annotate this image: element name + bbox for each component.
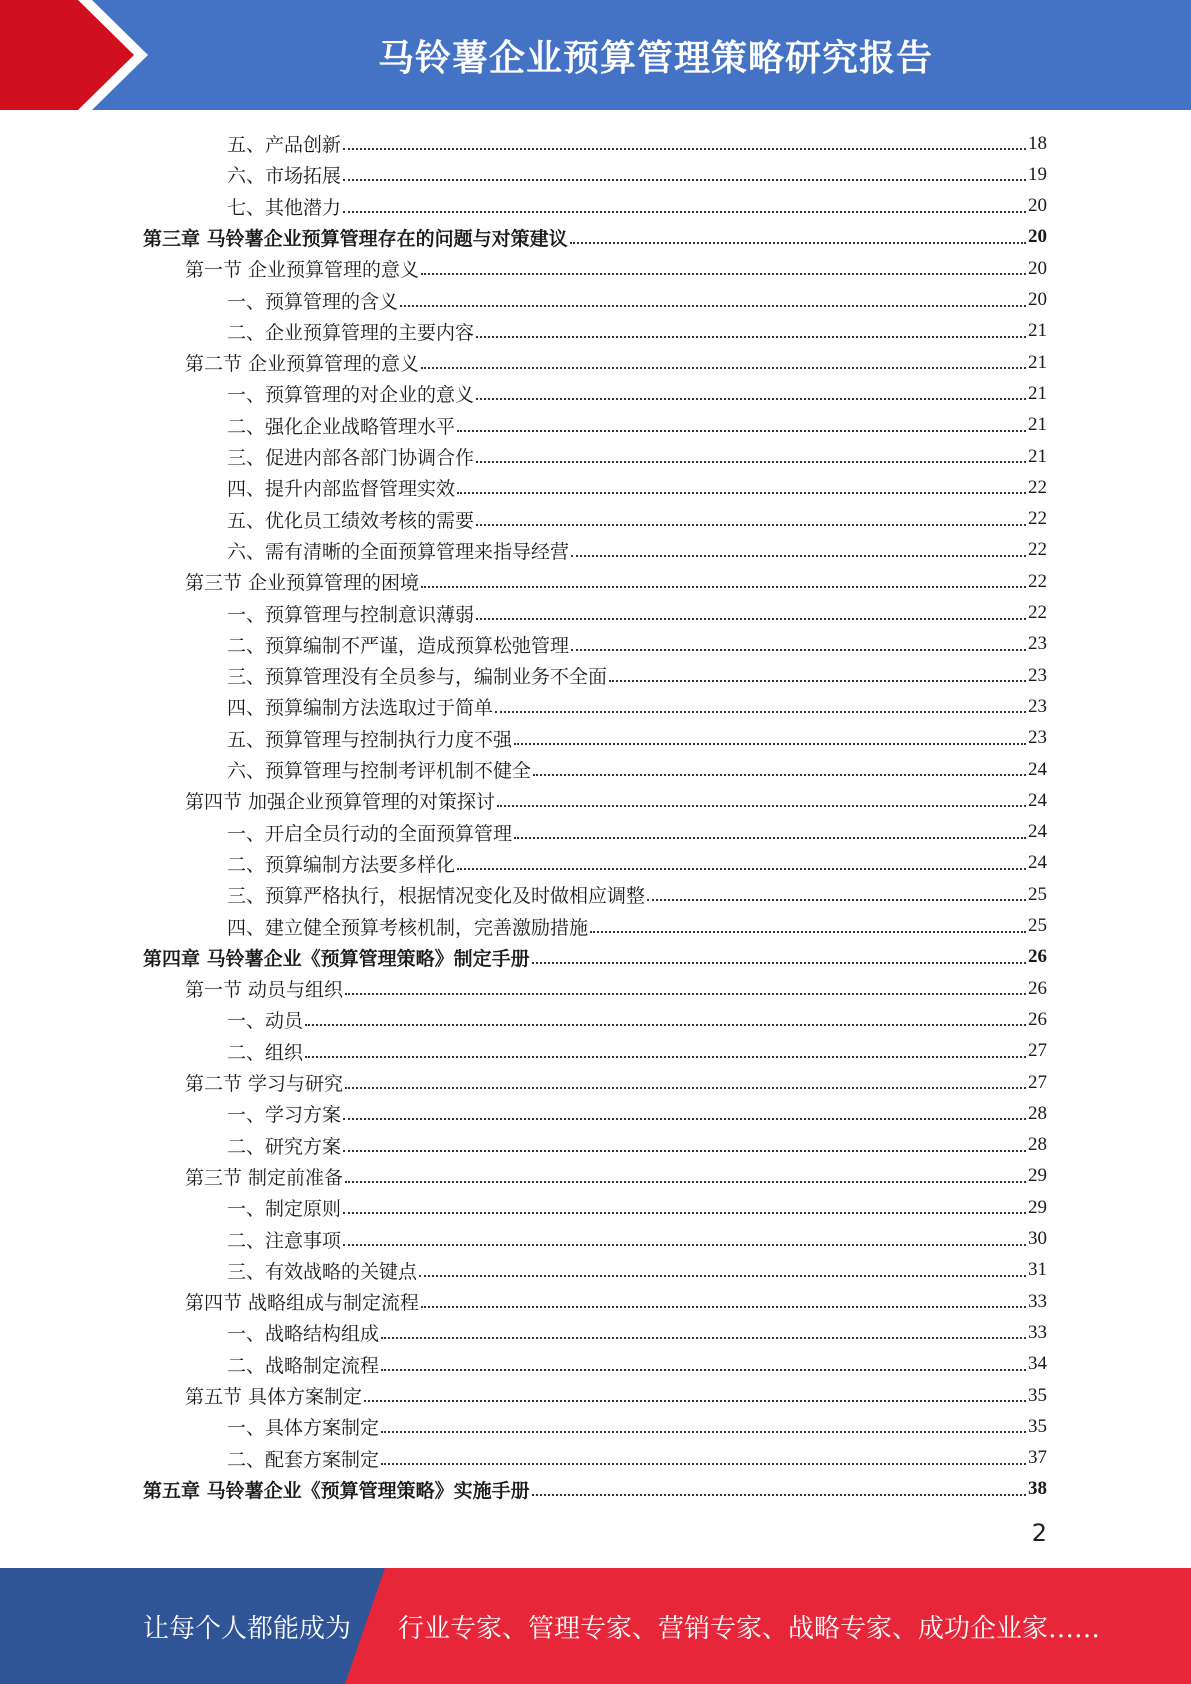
toc-entry-page: 28 <box>1028 1134 1047 1156</box>
toc-entry-section[interactable] <box>185 347 1047 378</box>
toc-dot-leader <box>514 742 1026 745</box>
toc-entry-title: 二、研究方案 <box>227 1135 342 1158</box>
toc-entry-title: 第一节 企业预算管理的意义 <box>185 259 420 282</box>
toc-entry-title: 一、学习方案 <box>227 1104 342 1127</box>
toc-entry-page: 37 <box>1028 1447 1047 1469</box>
toc-entry-title: 第五章 马铃薯企业《预算管理策略》实施手册 <box>143 1479 530 1502</box>
toc-dot-leader <box>421 366 1026 369</box>
toc-dot-leader <box>421 585 1026 588</box>
toc-dot-leader <box>514 836 1026 839</box>
toc-dot-leader <box>457 867 1026 870</box>
toc-dot-leader <box>457 491 1026 494</box>
toc-entry-item[interactable] <box>227 911 1047 942</box>
toc-dot-leader <box>343 1211 1026 1214</box>
toc-dot-leader <box>495 710 1026 713</box>
toc-entry-title: 三、促进内部各部门协调合作 <box>227 447 475 469</box>
toc-entry-section[interactable] <box>185 1286 1047 1317</box>
toc-entry-item[interactable] <box>227 1130 1047 1161</box>
toc-entry-page: 33 <box>1028 1290 1047 1312</box>
toc-entry-page: 20 <box>1028 195 1047 217</box>
toc-dot-leader <box>364 1399 1026 1402</box>
toc-entry-title: 一、战略结构组成 <box>227 1323 380 1346</box>
toc-entry-page: 35 <box>1028 1384 1047 1406</box>
toc-entry-page: 34 <box>1028 1353 1047 1375</box>
toc-dot-leader <box>381 1462 1026 1465</box>
toc-entry-item[interactable] <box>227 1192 1047 1223</box>
toc-dot-leader <box>476 397 1026 400</box>
toc-dot-leader <box>421 272 1026 275</box>
toc-entry-page: 21 <box>1028 351 1047 373</box>
toc-entry-item[interactable] <box>227 1036 1047 1067</box>
toc-entry-section[interactable] <box>185 1067 1047 1098</box>
toc-entry-page: 18 <box>1028 132 1047 154</box>
toc-entry-title: 七、其他潜力 <box>227 196 342 219</box>
toc-dot-leader <box>400 304 1026 307</box>
toc-dot-leader <box>305 1023 1026 1026</box>
toc-dot-leader <box>590 930 1026 933</box>
toc-entry-page: 22 <box>1028 539 1047 561</box>
toc-entry-item[interactable] <box>227 316 1047 347</box>
toc-entry-page: 20 <box>1028 226 1047 248</box>
footer-slogan-left: 让每个人都能成为 <box>143 1613 352 1644</box>
toc-dot-leader <box>497 804 1026 807</box>
toc-dot-leader <box>457 429 1026 432</box>
toc-entry-title: 一、制定原则 <box>227 1198 342 1221</box>
toc-dot-leader <box>609 679 1026 682</box>
toc-entry-title: 三、预算管理没有全员参与，编制业务不全面 <box>227 666 608 689</box>
toc-dot-leader <box>305 1055 1026 1058</box>
toc-entry-title: 第二节 企业预算管理的意义 <box>185 353 420 376</box>
footer-slogan-right: 行业专家、管理专家、营销专家、战略专家、成功企业家…… <box>398 1613 1101 1644</box>
toc-dot-leader <box>343 147 1026 150</box>
toc-entry-page: 21 <box>1028 445 1047 467</box>
toc-entry-page: 24 <box>1028 821 1047 843</box>
toc-entry-page: 27 <box>1028 1040 1047 1062</box>
toc-dot-leader <box>571 554 1026 557</box>
toc-entry-title: 五、产品创新 <box>227 134 342 156</box>
toc-entry-title: 二、注意事项 <box>227 1229 342 1252</box>
toc-entry-title: 四、预算编制方法选取过于简单 <box>227 697 494 720</box>
toc-entry-title: 二、配套方案制定 <box>227 1448 380 1471</box>
toc-entry-title: 二、预算编制不严谨，造成预算松弛管理 <box>227 634 570 657</box>
toc-entry-item[interactable] <box>227 1317 1047 1348</box>
toc-entry-title: 一、预算管理的对企业的意义 <box>227 384 475 407</box>
toc-dot-leader <box>476 460 1026 463</box>
toc-entry-item[interactable] <box>227 410 1047 441</box>
toc-entry-page: 25 <box>1028 915 1047 936</box>
toc-dot-leader <box>345 992 1026 995</box>
toc-dot-leader <box>419 1274 1026 1277</box>
toc-dot-leader <box>476 335 1026 338</box>
toc-dot-leader <box>343 178 1026 181</box>
toc-entry-page: 35 <box>1028 1415 1047 1437</box>
toc-entry-item[interactable] <box>227 817 1047 848</box>
toc-entry-page: 23 <box>1028 727 1047 749</box>
toc-entry-item[interactable] <box>227 1349 1047 1380</box>
toc-entry-item[interactable] <box>227 1411 1047 1442</box>
toc-entry-title: 四、提升内部监督管理实效 <box>227 478 456 501</box>
toc-entry-item[interactable] <box>227 128 1047 159</box>
toc-entry-page: 23 <box>1028 695 1047 717</box>
page-header <box>0 0 1191 110</box>
toc-dot-leader <box>476 523 1026 526</box>
toc-entry-page: 23 <box>1028 633 1047 655</box>
toc-entry-page: 20 <box>1028 257 1047 279</box>
toc-entry-item[interactable] <box>227 504 1047 535</box>
toc-entry-section[interactable] <box>185 253 1047 284</box>
toc-dot-leader <box>476 617 1026 620</box>
toc-entry-page: 25 <box>1028 883 1047 905</box>
toc-entry-page: 19 <box>1028 163 1047 185</box>
toc-entry-item[interactable] <box>227 598 1047 629</box>
toc-entry-page: 21 <box>1028 382 1047 404</box>
toc-entry-page: 22 <box>1028 508 1047 530</box>
toc-entry-item[interactable] <box>227 848 1047 879</box>
toc-entry-page: 24 <box>1028 789 1047 811</box>
toc-entry-page: 22 <box>1028 476 1047 498</box>
document-title: 马铃薯企业预算管理策略研究报告 <box>377 37 933 79</box>
toc-entry-page: 30 <box>1028 1228 1047 1249</box>
toc-entry-section[interactable] <box>185 1380 1047 1411</box>
toc-dot-leader <box>343 1149 1026 1152</box>
toc-entry-item[interactable] <box>227 660 1047 691</box>
toc-entry-item[interactable] <box>227 1098 1047 1129</box>
toc-entry-title: 二、强化企业战略管理水平 <box>227 415 456 438</box>
toc-entry-item[interactable] <box>227 441 1047 472</box>
toc-dot-leader <box>345 1180 1026 1183</box>
toc-entry-item[interactable] <box>227 159 1047 190</box>
toc-entry-chapter[interactable] <box>143 942 1047 973</box>
toc-entry-item[interactable] <box>227 879 1047 910</box>
toc-entry-title: 三、预算严格执行，根据情况变化及时做相应调整 <box>227 885 646 908</box>
toc-entry-page: 22 <box>1028 602 1047 623</box>
toc-entry-page: 24 <box>1028 758 1047 780</box>
toc-dot-leader <box>381 1368 1026 1371</box>
toc-entry-page: 31 <box>1028 1259 1047 1281</box>
toc-entry-title: 六、需有清晰的全面预算管理来指导经营 <box>227 540 570 563</box>
toc-entry-page: 21 <box>1028 414 1047 436</box>
toc-dot-leader <box>343 210 1026 213</box>
toc-entry-page: 28 <box>1028 1102 1047 1124</box>
toc-entry-title: 第五节 具体方案制定 <box>185 1386 363 1408</box>
toc-entry-page: 27 <box>1028 1071 1047 1093</box>
toc-entry-page: 22 <box>1028 570 1047 592</box>
toc-entry-item[interactable] <box>227 472 1047 503</box>
toc-entry-title: 六、预算管理与控制考评机制不健全 <box>227 760 532 782</box>
toc-entry-title: 第一节 动员与组织 <box>185 979 344 1002</box>
toc-dot-leader <box>421 1305 1026 1308</box>
toc-entry-item[interactable] <box>227 191 1047 222</box>
toc-dot-leader <box>647 898 1026 901</box>
toc-dot-leader <box>533 773 1026 776</box>
toc-entry-title: 一、动员 <box>227 1010 304 1033</box>
toc-entry-page: 26 <box>1028 1008 1047 1030</box>
toc-entry-title: 第三节 企业预算管理的困境 <box>185 572 420 595</box>
toc-entry-title: 四、建立健全预算考核机制，完善激励措施 <box>227 916 589 939</box>
toc-entry-title: 第四节 加强企业预算管理的对策探讨 <box>185 791 496 814</box>
toc-entry-section[interactable] <box>185 1161 1047 1192</box>
toc-entry-title: 第四章 马铃薯企业《预算管理策略》制定手册 <box>143 947 530 970</box>
toc-entry-title: 六、市场拓展 <box>227 165 342 188</box>
toc-dot-leader <box>532 1493 1026 1496</box>
toc-entry-page: 24 <box>1028 852 1047 874</box>
toc-dot-leader <box>381 1430 1026 1433</box>
toc-entry-page: 26 <box>1028 977 1047 999</box>
toc-dot-leader <box>532 961 1026 964</box>
toc-entry-title: 三、有效战略的关键点 <box>227 1260 418 1283</box>
toc-entry-section[interactable] <box>185 785 1047 816</box>
toc-dot-leader <box>381 1336 1026 1339</box>
toc-entry-item[interactable] <box>227 1224 1047 1255</box>
toc-entry-item[interactable] <box>227 1004 1047 1035</box>
toc-entry-title: 第三节 制定前准备 <box>185 1166 344 1189</box>
toc-entry-title: 二、战略制定流程 <box>227 1354 380 1377</box>
toc-entry-title: 二、企业预算管理的主要内容 <box>227 321 475 344</box>
toc-dot-leader <box>570 241 1026 244</box>
toc-entry-page: 29 <box>1028 1196 1047 1218</box>
toc-entry-title: 一、开启全员行动的全面预算管理 <box>227 822 513 845</box>
toc-entry-page: 26 <box>1028 946 1047 968</box>
toc-entry-title: 五、优化员工绩效考核的需要 <box>227 509 475 532</box>
toc-entry-page: 33 <box>1028 1321 1047 1343</box>
toc-entry-title: 第二节 学习与研究 <box>185 1073 344 1095</box>
toc-entry-title: 一、具体方案制定 <box>227 1417 380 1440</box>
page-number: 2 <box>1031 1519 1047 1547</box>
toc-entry-title: 第三章 马铃薯企业预算管理存在的问题与对策建议 <box>143 227 568 250</box>
page-footer <box>0 1568 1191 1684</box>
toc-entry-item[interactable] <box>227 285 1047 316</box>
toc-entry-item[interactable] <box>227 629 1047 660</box>
toc-entry-title: 一、预算管理的含义 <box>227 290 399 313</box>
toc-dot-leader <box>343 1117 1026 1120</box>
toc-entry-page: 29 <box>1028 1165 1047 1187</box>
toc-dot-leader <box>343 1243 1026 1246</box>
toc-entry-title: 五、预算管理与控制执行力度不强 <box>227 728 513 751</box>
toc-entry-item[interactable] <box>227 1255 1047 1286</box>
toc-entry-item[interactable] <box>227 723 1047 754</box>
toc-entry-item[interactable] <box>227 378 1047 409</box>
toc-entry-page: 38 <box>1028 1478 1047 1500</box>
toc-dot-leader <box>571 648 1026 651</box>
toc-entry-page: 21 <box>1028 320 1047 342</box>
toc-dot-leader <box>345 1086 1026 1089</box>
toc-entry-item[interactable] <box>227 1443 1047 1474</box>
toc-entry-item[interactable] <box>227 754 1047 785</box>
toc-entry-title: 第四节 战略组成与制定流程 <box>185 1292 420 1315</box>
toc-entry-section[interactable] <box>185 566 1047 597</box>
toc-entry-title: 一、预算管理与控制意识薄弱 <box>227 603 475 626</box>
toc-entry-chapter[interactable] <box>143 222 1047 253</box>
toc-entry-title: 二、组织 <box>227 1041 304 1064</box>
toc-entry-section[interactable] <box>185 973 1047 1004</box>
toc-entry-item[interactable] <box>227 535 1047 566</box>
header-arrow-decoration <box>0 0 160 110</box>
toc-entry-page: 20 <box>1028 289 1047 310</box>
toc-entry-chapter[interactable] <box>143 1474 1047 1505</box>
toc-entry-page: 23 <box>1028 664 1047 686</box>
toc-entry-item[interactable] <box>227 691 1047 722</box>
toc-entry-title: 二、预算编制方法要多样化 <box>227 853 456 876</box>
